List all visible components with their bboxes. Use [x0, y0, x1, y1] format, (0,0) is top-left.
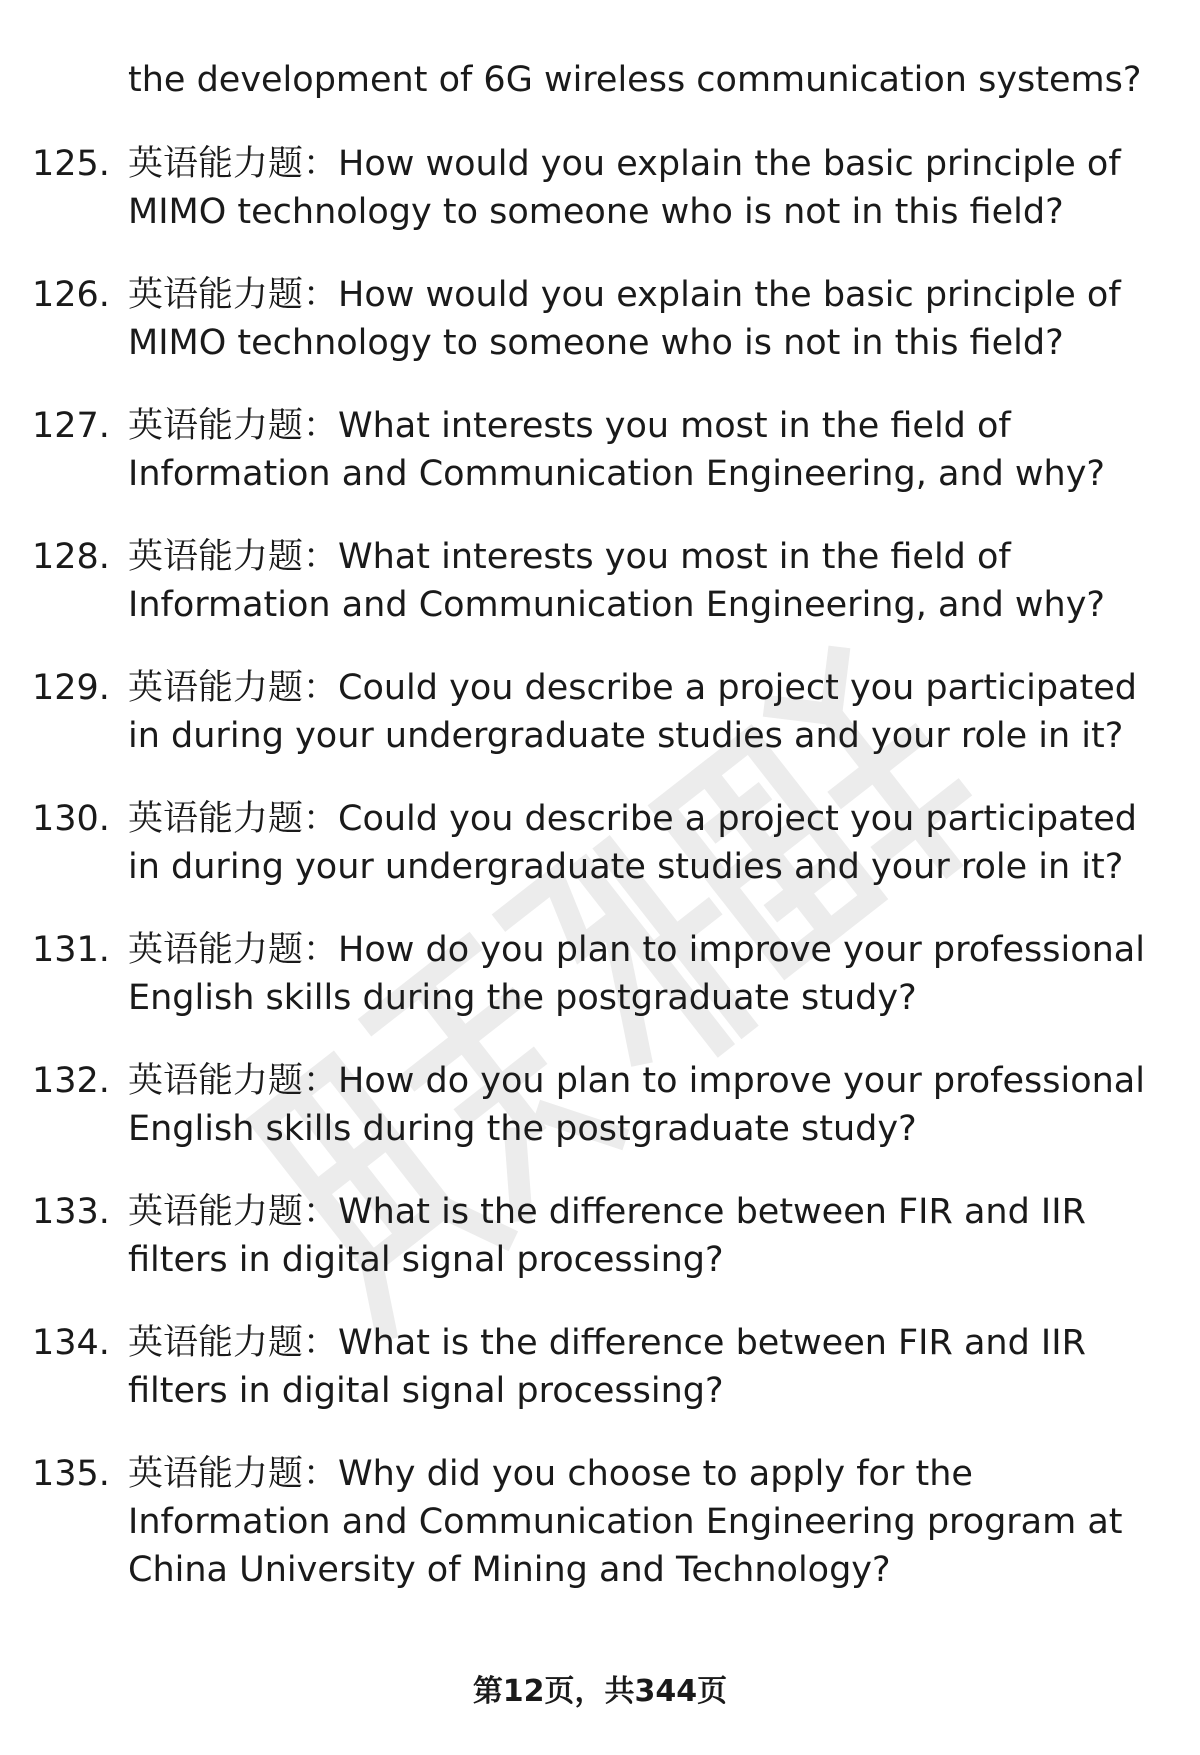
question-category-tag: 英语能力题：: [128, 537, 339, 577]
question-line: [128, 974, 1168, 1022]
question-text: What interests you most in the field of: [338, 537, 1011, 577]
question-category-tag: 英语能力题：: [128, 144, 339, 184]
question-item: [0, 140, 1200, 236]
question-text: English skills during the postgraduate study?: [128, 1109, 917, 1149]
question-number: 128.: [32, 537, 110, 577]
question-text: China University of Mining and Technology?: [128, 1550, 891, 1590]
question-body: [128, 402, 1168, 498]
question-line: [128, 1105, 1168, 1153]
question-item: [0, 664, 1200, 760]
question-line: [128, 1546, 1168, 1594]
question-line: [128, 1498, 1168, 1546]
question-body: [128, 1450, 1168, 1594]
question-text: What is the difference between FIR and IIR: [338, 1323, 1086, 1363]
question-text: MIMO technology to someone who is not in this field?: [128, 323, 1064, 363]
question-line: [128, 664, 1168, 712]
question-item: [0, 533, 1200, 629]
question-item: [0, 795, 1200, 891]
question-item: [0, 926, 1200, 1022]
question-text: MIMO technology to someone who is not in this field?: [128, 192, 1064, 232]
continued-question-line: the development of 6G wireless communication systems?: [128, 60, 1142, 100]
question-number: 133.: [32, 1192, 110, 1232]
question-category-tag: 英语能力题：: [128, 668, 339, 708]
question-line: [128, 140, 1168, 188]
question-line: [128, 533, 1168, 581]
question-text: filters in digital signal processing?: [128, 1371, 724, 1411]
question-category-tag: 英语能力题：: [128, 1192, 339, 1232]
question-item: [0, 1188, 1200, 1284]
question-text: English skills during the postgraduate study?: [128, 978, 917, 1018]
question-category-tag: 英语能力题：: [128, 275, 339, 315]
question-category-tag: 英语能力题：: [128, 799, 339, 839]
question-item: [0, 1057, 1200, 1153]
question-category-tag: 英语能力题：: [128, 406, 339, 446]
question-text: How do you plan to improve your professional: [338, 930, 1145, 970]
question-text: filters in digital signal processing?: [128, 1240, 724, 1280]
question-body: [128, 271, 1168, 367]
question-number: 125.: [32, 144, 110, 184]
question-body: [128, 1188, 1168, 1284]
question-body: [128, 1319, 1168, 1415]
question-text: How would you explain the basic principle of: [338, 275, 1121, 315]
question-line: [128, 795, 1168, 843]
question-line: [128, 1057, 1168, 1105]
question-line: [128, 450, 1168, 498]
question-line: [128, 319, 1168, 367]
question-number: 127.: [32, 406, 110, 446]
question-text: Information and Communication Engineering program at: [128, 1502, 1123, 1542]
question-line: [128, 926, 1168, 974]
question-body: [128, 533, 1168, 629]
question-number: 126.: [32, 275, 110, 315]
question-category-tag: 英语能力题：: [128, 930, 339, 970]
question-category-tag: 英语能力题：: [128, 1454, 339, 1494]
question-line: [128, 188, 1168, 236]
question-text: How would you explain the basic principle of: [338, 144, 1121, 184]
question-text: Could you describe a project you participated: [338, 799, 1137, 839]
question-text: What is the difference between FIR and IIR: [338, 1192, 1086, 1232]
question-number: 131.: [32, 930, 110, 970]
question-item: [0, 1319, 1200, 1415]
question-line: [128, 1450, 1168, 1498]
question-body: [128, 140, 1168, 236]
question-text: Could you describe a project you participated: [338, 668, 1137, 708]
question-number: 130.: [32, 799, 110, 839]
question-text: in during your undergraduate studies and your role in it?: [128, 847, 1124, 887]
question-line: [128, 581, 1168, 629]
question-number: 129.: [32, 668, 110, 708]
question-text: in during your undergraduate studies and your role in it?: [128, 716, 1124, 756]
question-body: [128, 926, 1168, 1022]
question-text: What interests you most in the field of: [338, 406, 1011, 446]
question-number: 132.: [32, 1061, 110, 1101]
question-body: [128, 795, 1168, 891]
question-number: 134.: [32, 1323, 110, 1363]
question-line: [128, 712, 1168, 760]
question-line: [128, 271, 1168, 319]
question-line: [128, 1367, 1168, 1415]
question-line: [128, 1188, 1168, 1236]
question-item: [0, 402, 1200, 498]
question-line: [128, 402, 1168, 450]
question-line: [128, 1319, 1168, 1367]
question-text: How do you plan to improve your professional: [338, 1061, 1145, 1101]
question-text: Why did you choose to apply for the: [338, 1454, 973, 1494]
question-item: [0, 271, 1200, 367]
question-body: [128, 1057, 1168, 1153]
question-text: Information and Communication Engineering, and why?: [128, 454, 1106, 494]
question-item: [0, 1450, 1200, 1594]
question-line: [128, 843, 1168, 891]
question-list: [0, 140, 1200, 1629]
question-number: 135.: [32, 1454, 110, 1494]
question-line: [128, 1236, 1168, 1284]
question-text: Information and Communication Engineering, and why?: [128, 585, 1106, 625]
question-category-tag: 英语能力题：: [128, 1061, 339, 1101]
question-body: [128, 664, 1168, 760]
page-number-footer: 第12页，共344页: [472, 1674, 728, 1709]
question-category-tag: 英语能力题：: [128, 1323, 339, 1363]
